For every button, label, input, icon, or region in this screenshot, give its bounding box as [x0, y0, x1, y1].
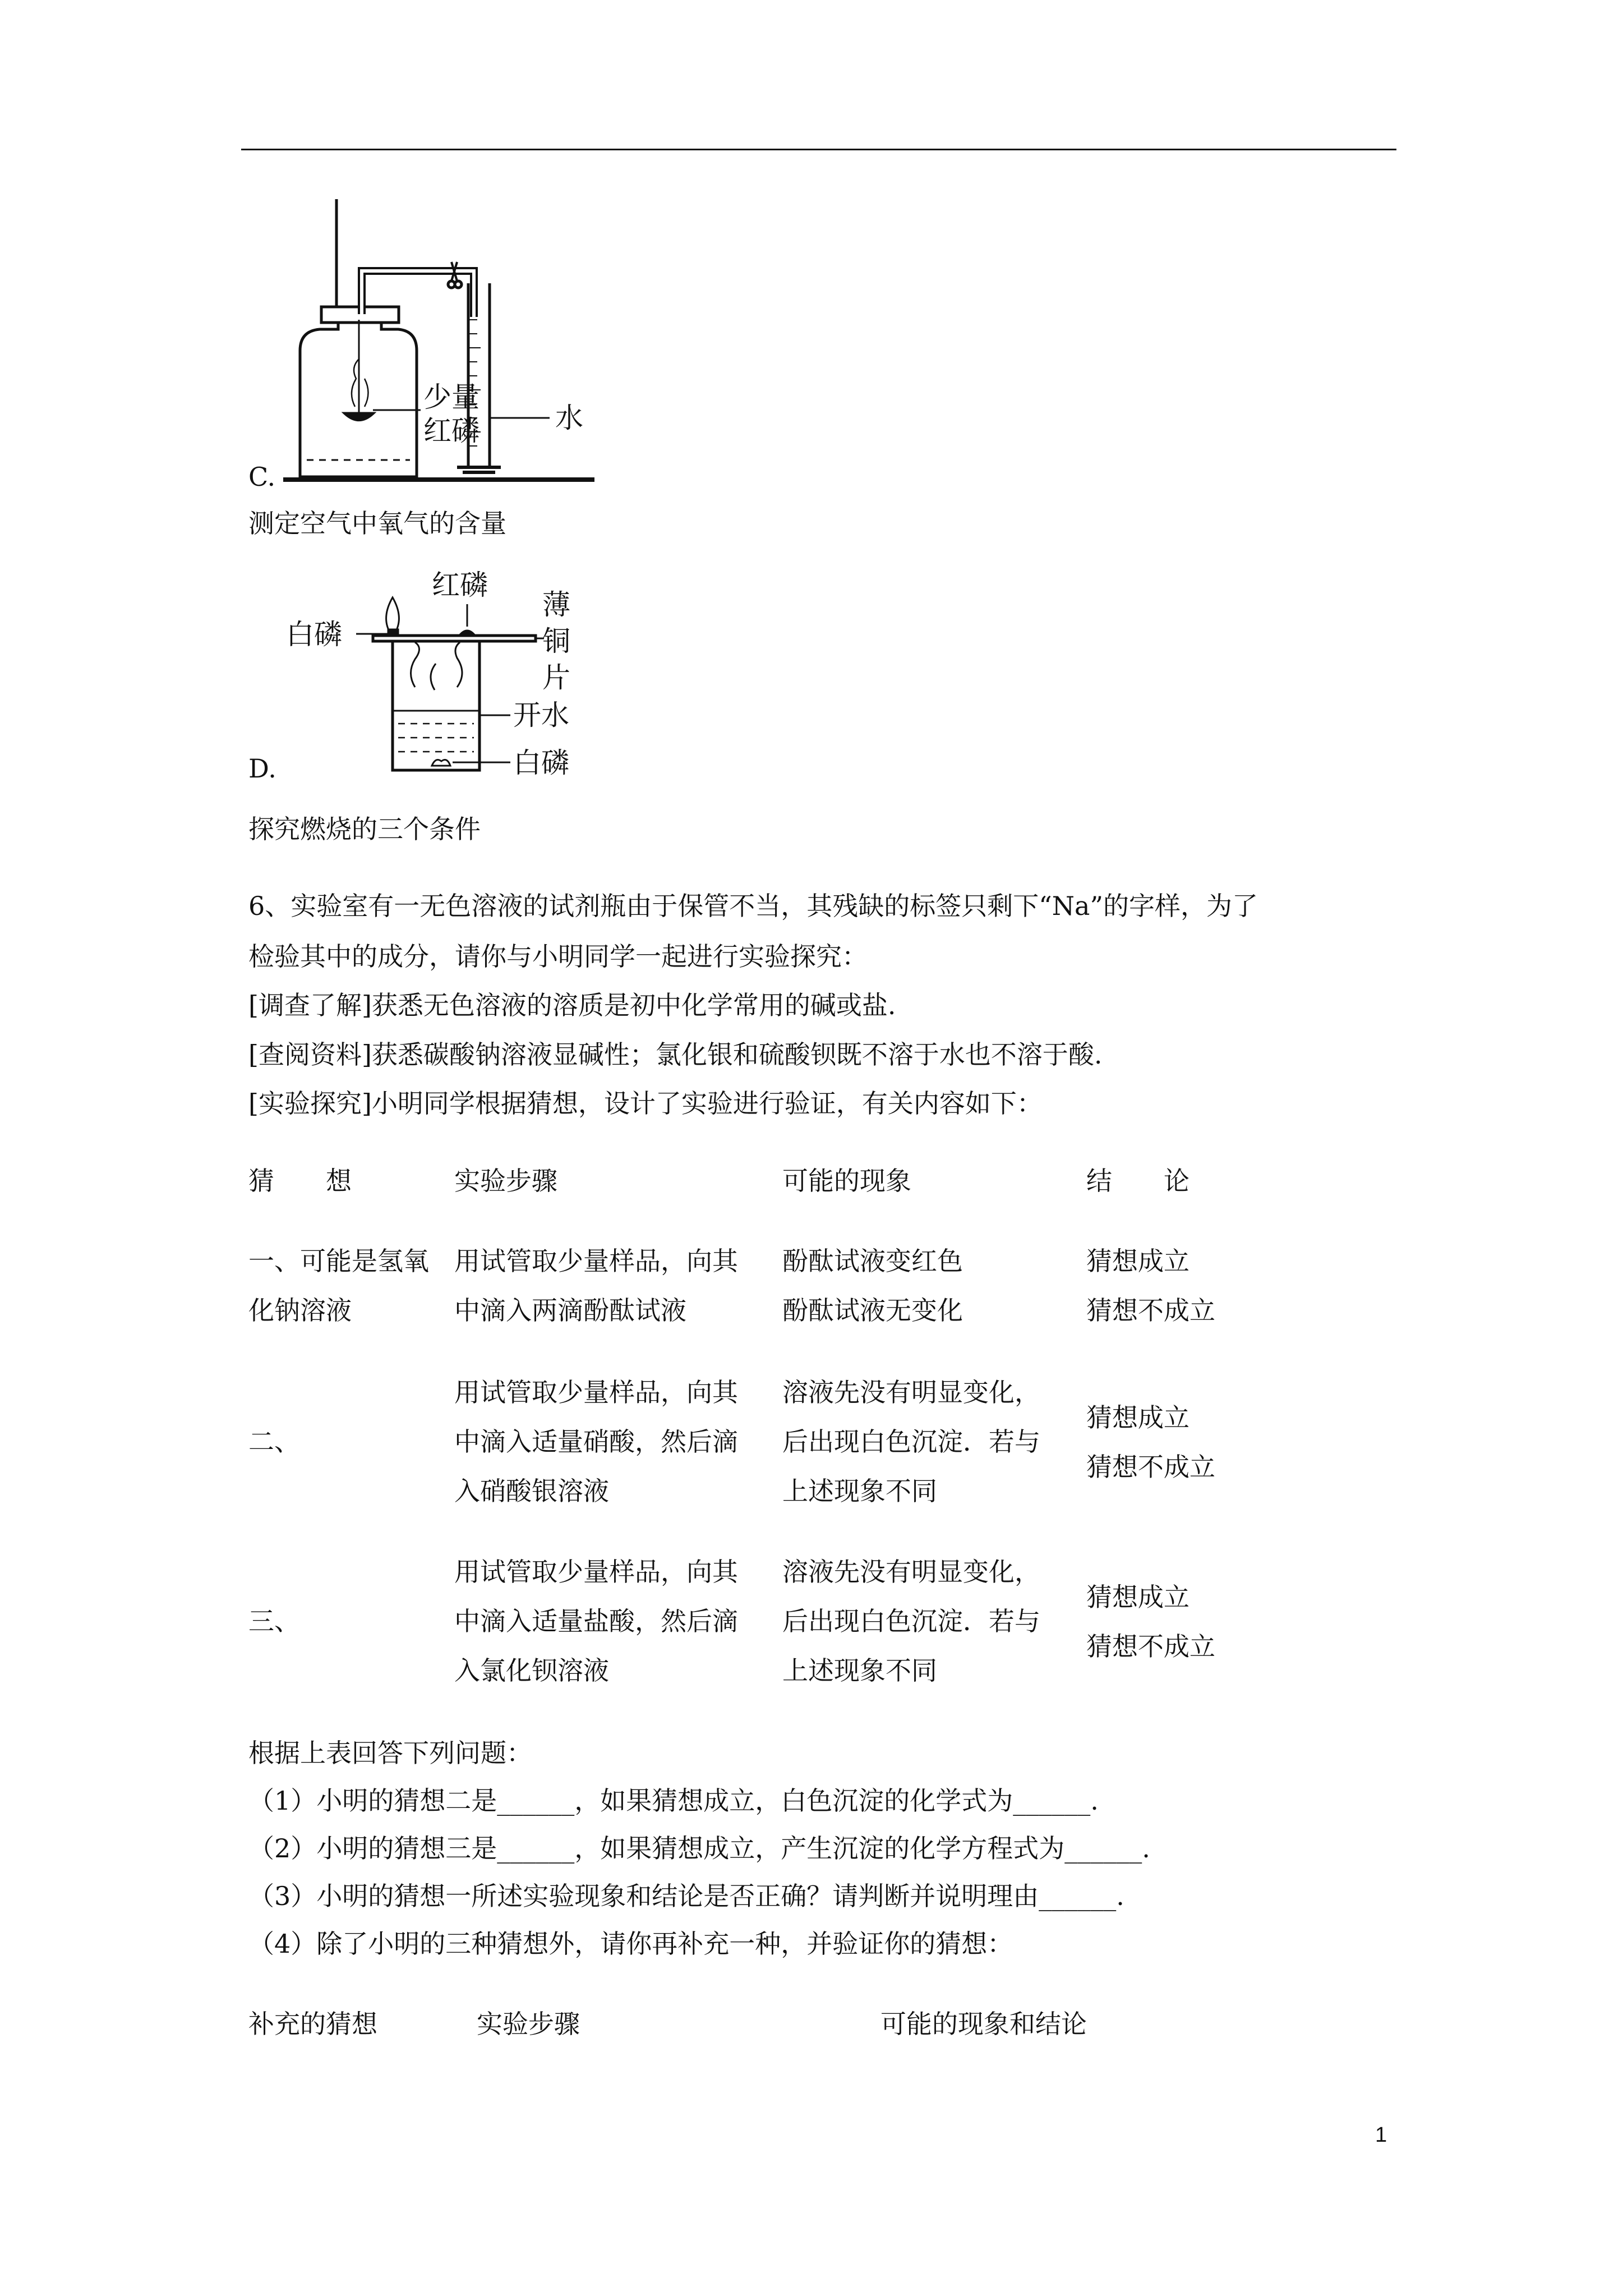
table-row: 上述现象不同 [782, 1655, 937, 1686]
table-row: 入氯化钡溶液 [454, 1655, 609, 1686]
figure-c-caption: 测定空气中氧气的含量 [248, 508, 506, 539]
table-row: 溶液先没有明显变化， [782, 1557, 1040, 1587]
table-row: 一、可能是氢氧 [248, 1246, 429, 1276]
table-row: 中滴入适量盐酸，然后滴 [454, 1606, 738, 1636]
table-header-phenomena: 可能的现象 [782, 1166, 911, 1196]
table-row: 化钠溶液 [248, 1295, 352, 1326]
figure-d-caption: 探究燃烧的三个条件 [248, 814, 481, 844]
question-2: （2）小明的猜想三是______，如果猜想成立，产生沉淀的化学方程式为______. [248, 1833, 1150, 1864]
table-row: 中滴入两滴酚酞试液 [454, 1295, 686, 1326]
label-red-phosphorus: 红磷 [423, 415, 479, 447]
label-small-amount: 少量 [423, 381, 479, 413]
table2-header-guess: 补充的猜想 [248, 2009, 377, 2039]
question-4: （4）除了小明的三种猜想外，请你再补充一种，并验证你的猜想： [248, 1929, 1013, 1959]
table-row: 用试管取少量样品，向其 [454, 1377, 738, 1407]
table-header-conclusion: 结 论 [1086, 1166, 1189, 1196]
table-row: 猜想成立 [1086, 1402, 1189, 1433]
figure-d-apparatus [286, 564, 603, 788]
table2-header-steps: 实验步骤 [477, 2009, 580, 2039]
questions-lead: 根据上表回答下列问题： [248, 1738, 532, 1768]
table-row: 中滴入适量硝酸，然后滴 [454, 1427, 738, 1457]
label-white-phosphorus-bottom: 白磷 [513, 747, 569, 779]
table-row: 猜想不成立 [1086, 1295, 1215, 1326]
label-water: 水 [555, 402, 583, 434]
table-header-steps: 实验步骤 [454, 1166, 557, 1196]
header-rule [241, 149, 1396, 150]
question-3: （3）小明的猜想一所述实验现象和结论是否正确？请判断并说明理由______. [248, 1881, 1124, 1911]
table2-header-phenomena: 可能的现象和结论 [880, 2009, 1087, 2039]
table-row: 二、 [248, 1427, 300, 1457]
table-row: 猜想成立 [1086, 1582, 1189, 1612]
table-row: 猜想不成立 [1086, 1452, 1215, 1482]
table-header-guess: 猜 想 [248, 1166, 352, 1196]
table-row: 猜想不成立 [1086, 1631, 1215, 1662]
table-row: 用试管取少量样品，向其 [454, 1246, 738, 1276]
label-sheet: 片 [542, 661, 570, 694]
question-intro-line1: 6、实验室有一无色溶液的试剂瓶由于保管不当，其残缺的标签只剩下“Na”的字样，为了 [248, 891, 1258, 921]
label-white-phosphorus-top: 白磷 [286, 618, 342, 651]
table-row: 用试管取少量样品，向其 [454, 1557, 738, 1587]
question-intro-line2: 检验其中的成分，请你与小明同学一起进行实验探究： [248, 941, 868, 972]
label-thin: 薄 [542, 588, 570, 621]
table-row: 酚酞试液变红色 [782, 1246, 963, 1276]
survey-line: [调查了解]获悉无色溶液的溶质是初中化学常用的碱或盐. [248, 990, 896, 1020]
option-c-label: C. [248, 462, 276, 492]
table-row: 三、 [248, 1606, 300, 1636]
label-boiling-water: 开水 [513, 699, 569, 731]
table-row: 入硝酸银溶液 [454, 1476, 609, 1506]
explore-line: [实验探究]小明同学根据猜想，设计了实验进行验证，有关内容如下： [248, 1088, 1043, 1119]
page-number: 1 [1375, 2123, 1387, 2147]
option-d-label: D. [248, 753, 276, 784]
label-copper: 铜 [542, 625, 570, 657]
table-row: 上述现象不同 [782, 1476, 937, 1506]
table-row: 酚酞试液无变化 [782, 1295, 963, 1326]
question-1: （1）小明的猜想二是______，如果猜想成立，白色沉淀的化学式为______. [248, 1786, 1099, 1816]
table-row: 猜想成立 [1086, 1246, 1189, 1276]
table-row: 后出现白色沉淀．若与 [782, 1427, 1040, 1457]
table-row: 溶液先没有明显变化， [782, 1377, 1040, 1407]
table-row: 后出现白色沉淀．若与 [782, 1606, 1040, 1636]
label-red-phosphorus-d: 红磷 [432, 569, 488, 601]
figure-c-apparatus [283, 199, 597, 485]
reference-line: [查阅资料]获悉碳酸钠溶液显碱性；氯化银和硫酸钡既不溶于水也不溶于酸. [248, 1039, 1103, 1070]
